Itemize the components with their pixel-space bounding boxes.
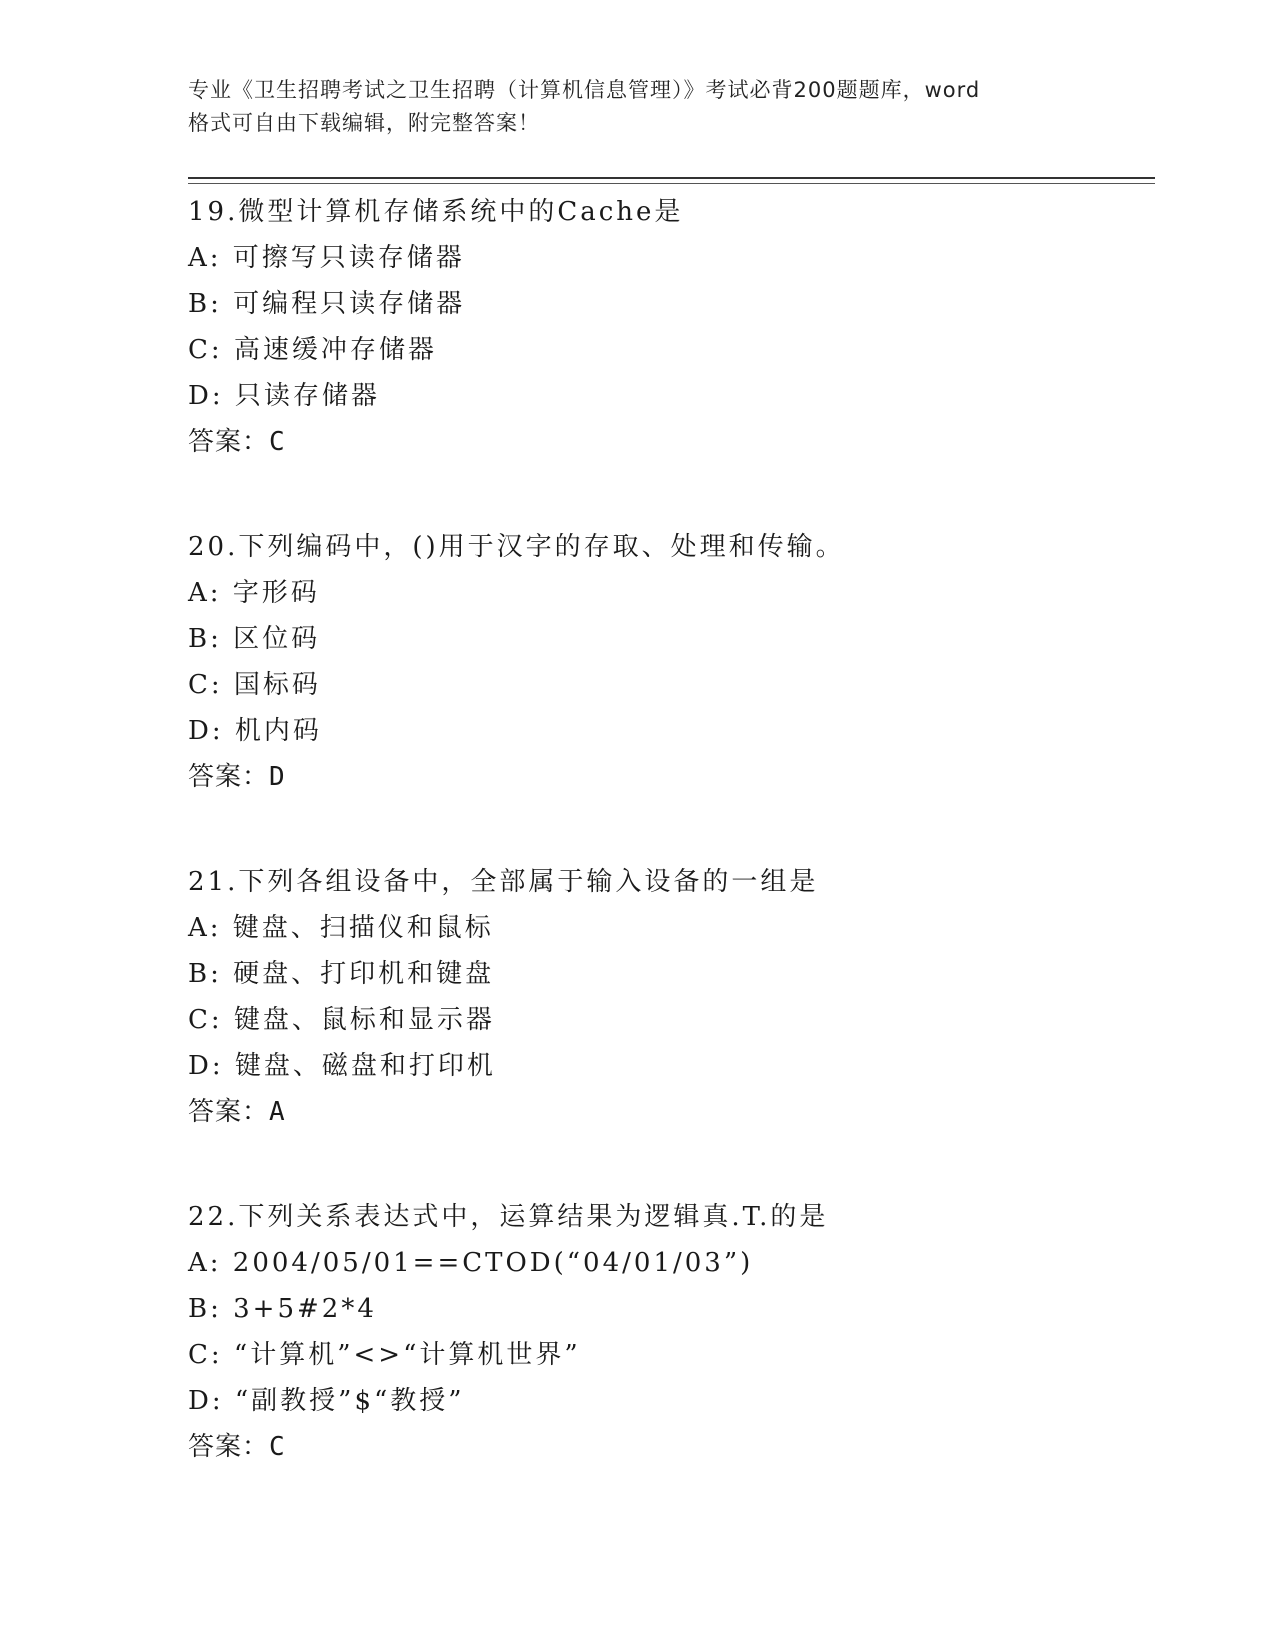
option-b: B: 可编程只读存储器 [188, 289, 466, 319]
option-d: D: 键盘、磁盘和打印机 [188, 1051, 496, 1081]
answer-line [188, 1424, 1148, 1470]
answer-line [188, 419, 1148, 465]
option-d: D: 只读存储器 [188, 381, 380, 411]
question-stem: 21.下列各组设备中，全部属于输入设备的一组是 [188, 867, 819, 897]
question-22 [188, 1194, 1148, 1470]
question-stem: 19.微型计算机存储系统中的Cache是 [188, 197, 684, 227]
option-c: C: “计算机”<>“计算机世界” [188, 1340, 581, 1370]
header-divider-thin [188, 183, 1155, 184]
question-19 [188, 189, 1148, 465]
option-a: A: 2004/05/01==CTOD(“04/01/03”) [188, 1248, 754, 1278]
header-line-1: 专业《卫生招聘考试之卫生招聘（计算机信息管理）》考试必背200题题库，word [188, 78, 981, 102]
document-header [188, 74, 1088, 140]
question-list [188, 189, 1148, 1529]
answer-line [188, 1089, 1148, 1135]
answer-label: 答案： [188, 427, 270, 457]
option-d: D: “副教授”$“教授” [188, 1386, 465, 1416]
option-a: A: 字形码 [188, 578, 320, 608]
option-d: D: 机内码 [188, 716, 322, 746]
header-divider-thick [188, 177, 1155, 179]
question-stem: 20.下列编码中，()用于汉字的存取、处理和传输。 [188, 532, 845, 562]
answer-value: D [269, 762, 286, 792]
question-stem: 22.下列关系表达式中，运算结果为逻辑真.T.的是 [188, 1202, 829, 1232]
option-b: B: 3+5#2*4 [188, 1294, 377, 1324]
option-c: C: 键盘、鼠标和显示器 [188, 1005, 495, 1035]
option-a: A: 键盘、扫描仪和鼠标 [188, 913, 494, 943]
answer-line [188, 754, 1148, 800]
option-a: A: 可擦写只读存储器 [188, 243, 465, 273]
answer-value: C [269, 1432, 286, 1462]
answer-value: A [269, 1097, 286, 1127]
answer-value: C [269, 427, 286, 457]
answer-label: 答案： [188, 1097, 270, 1127]
answer-label: 答案： [188, 762, 270, 792]
option-b: B: 区位码 [188, 624, 321, 654]
option-c: C: 高速缓冲存储器 [188, 335, 437, 365]
question-20 [188, 524, 1148, 800]
option-b: B: 硬盘、打印机和键盘 [188, 959, 495, 989]
question-21 [188, 859, 1148, 1135]
header-line-2: 格式可自由下载编辑，附完整答案！ [188, 111, 540, 135]
answer-label: 答案： [188, 1432, 270, 1462]
option-c: C: 国标码 [188, 670, 321, 700]
